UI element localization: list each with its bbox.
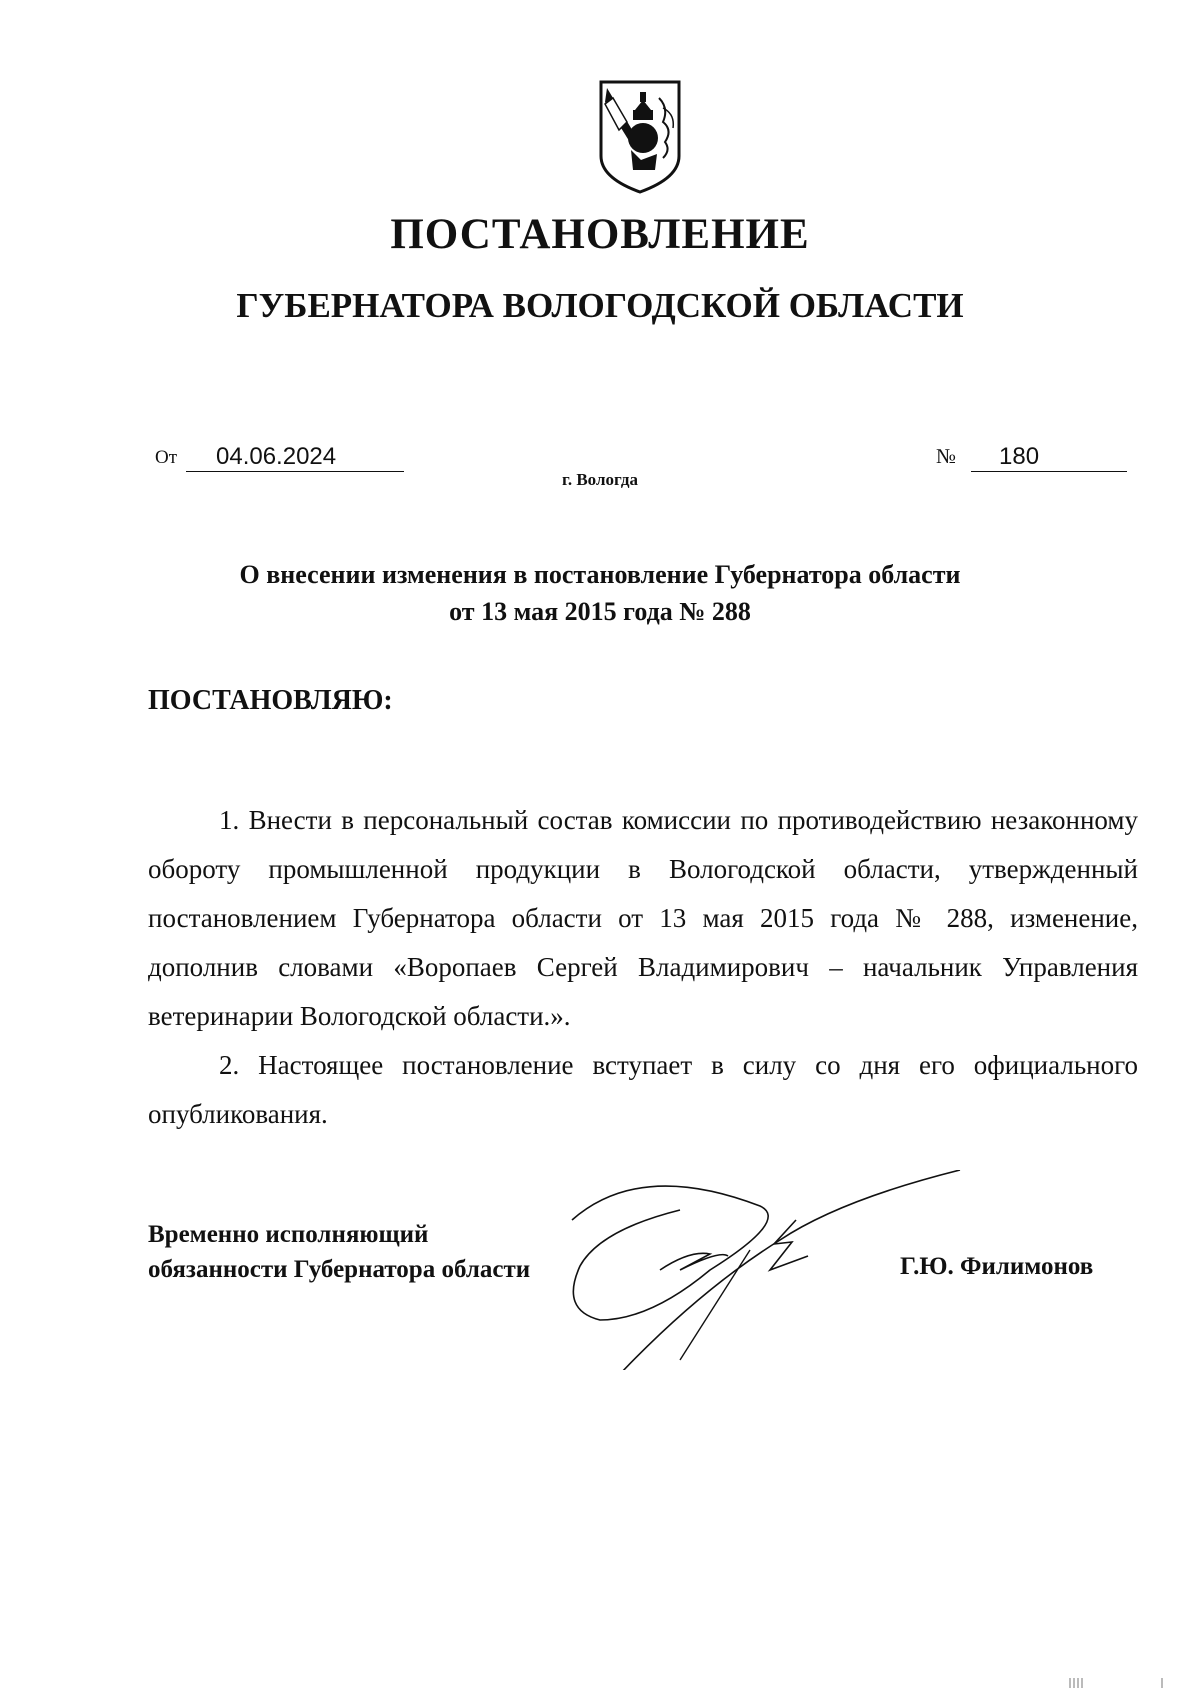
document-issuer: ГУБЕРНАТОРА ВОЛОГОДСКОЙ ОБЛАСТИ — [236, 286, 964, 325]
document-date: 04.06.2024 — [186, 442, 404, 472]
number-label: № — [936, 444, 957, 468]
document-subject — [140, 556, 1060, 630]
paragraph-2: 2. Настоящее постановление вступает в силу со дня его официального опубликования. — [148, 1050, 1138, 1129]
signatory-position-line-1: Временно исполняющий — [148, 1221, 429, 1248]
paragraph-1: 1. Внести в персональный состав комиссии по противодействию незаконному обороту промышленной продукции в Вологодской области, утвержденный постановлением Губернатора области от 13 мая 2015 года № 288, изменение, дополнив словами «Воропаев Сергей Владимирович – начальник Управления ветеринарии Вологодской области.». — [148, 805, 1138, 1031]
scan-artifact-icon — [1066, 1676, 1166, 1690]
subject-line-1: О внесении изменения в постановление Губернатора области — [239, 560, 961, 589]
signatory-position-line-2: обязанности Губернатора области — [148, 1256, 531, 1283]
document-body — [148, 796, 1138, 1139]
document-city: г. Вологда — [562, 470, 638, 489]
document-title: ПОСТАНОВЛЕНИЕ — [390, 211, 810, 258]
coat-of-arms-icon — [597, 78, 683, 196]
signatory-position — [148, 1217, 530, 1287]
subject-line-2: от 13 мая 2015 года № 288 — [449, 597, 751, 626]
signatory-name: Г.Ю. Филимонов — [900, 1253, 1094, 1280]
document-number: 180 — [971, 442, 1127, 472]
date-label: От — [155, 447, 178, 468]
decree-heading: ПОСТАНОВЛЯЮ: — [148, 685, 393, 716]
